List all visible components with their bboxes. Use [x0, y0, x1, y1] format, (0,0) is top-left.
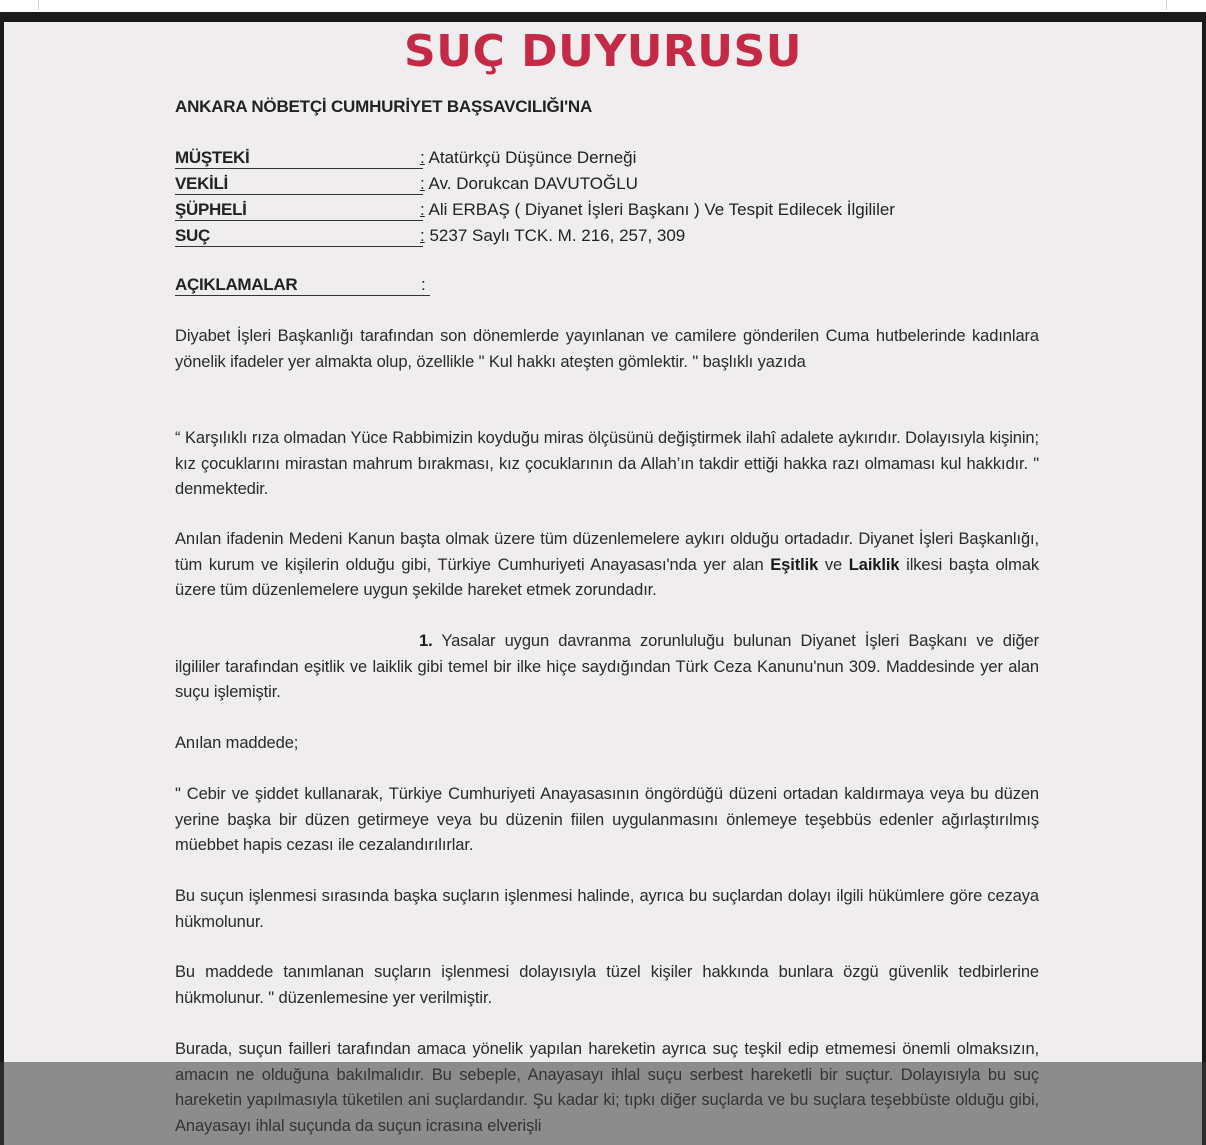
- bottom-shade-overlay: [0, 1062, 1206, 1145]
- paragraph-other-crimes: Bu suçun işlenmesi sırasında başka suçların işlenmesi halinde, ayrıca bu suçlardan dolayı ilgili hükümlere göre cezaya hükmolunur.: [175, 887, 1039, 931]
- party-label: ŞÜPHELİ: [175, 199, 423, 221]
- paragraph-article-quote: " Cebir ve şiddet kullanarak, Türkiye Cumhuriyeti Anayasasının öngördüğü düzeni ortadan kaldırmaya veya bu düzen yerine başka bir düzen getirmeye veya bu düzenin fiilen uygulanmasını önlemeye teşebbüs edenler ağırlaştırılmış müebbet hapis cezası ile cezalandırılırlar.: [175, 785, 1039, 854]
- addressee: ANKARA NÖBETÇİ CUMHURİYET BAŞSAVCILIĞI'NA: [175, 97, 593, 116]
- document-title: SUÇ DUYURUSU: [404, 26, 802, 77]
- page-edge-left: [38, 0, 39, 10]
- paragraph-principles: Anılan ifadenin Medeni Kanun başta olmak üzere tüm düzenlemelere aykırı olduğu ortadadır. Diyanet İşleri Başkanlığı, tüm kurum ve kişilerin olduğu gibi, Türkiye Cumhuriyeti Anayasası'nda yer alan Eşitlik ve Laiklik ilkesi başta olmak üzere tüm düzenlemelere uygun şekilde hareket etmek zorundadır.: [175, 530, 1039, 599]
- paragraph-numbered-1: 1. Yasalar uygun davranma zorunluluğu bulunan Diyanet İşleri Başkanı ve diğer ilgililer tarafından eşitlik ve laiklik gibi temel bir ilke hiçe saydığından Türk Ceza Kanunu'nun 309. Maddesinde yer alan suçu işlemiştir.: [175, 632, 1039, 701]
- party-label: SUÇ: [175, 225, 423, 247]
- party-value: : Av. Dorukcan DAVUTOĞLU: [420, 174, 638, 193]
- document-page: [4, 22, 1202, 1145]
- party-value: : Ali ERBAŞ ( Diyanet İşleri Başkanı ) Ve Tespit Edilecek İlgililer: [420, 200, 895, 219]
- party-label: MÜŞTEKİ: [175, 147, 423, 169]
- party-row-suspect: [175, 199, 1055, 225]
- party-value: : Atatürkçü Düşünce Derneği: [420, 148, 637, 167]
- party-row-attorney: [175, 173, 1055, 199]
- party-row-crime: [175, 225, 1055, 251]
- paragraph-legal-entities: Bu maddede tanımlanan suçların işlenmesi dolayısıyla tüzel kişiler hakkında bunlara özgü güvenlik tedbirlerine hükmolunur. " düzenlemesine yer verilmiştir.: [175, 963, 1039, 1007]
- paragraph-quote: “ Karşılıklı rıza olmadan Yüce Rabbimizin koyduğu miras ölçüsünü değiştirmek ilahî adalete aykırıdır. Dolayısıyla kişinin; kız çocuklarını mirastan mahrum bırakması, kız çocuklarının da Allah’ın takdir ettiği hakka razı olmaması kul hakkıdır. " denmektedir.: [175, 429, 1039, 498]
- explanations-heading: AÇIKLAMALAR :: [175, 274, 430, 296]
- party-label: VEKİLİ: [175, 173, 423, 195]
- party-value: : 5237 Saylı TCK. M. 216, 257, 309: [420, 226, 686, 245]
- paragraph-article-intro: Anılan maddede;: [175, 734, 299, 752]
- party-row-complainant: [175, 147, 1055, 173]
- paragraph-intro: Diyabet İşleri Başkanlığı tarafından son dönemlerde yayınlanan ve camilere gönderilen Cuma hutbelerinde kadınlara yönelik ifadeler yer almakta olup, özellikle " Kul hakkı ateşten gömlektir. " başlıklı yazıda: [175, 327, 1039, 371]
- page-edge-right: [1166, 0, 1167, 10]
- paragraph-analysis: Burada, suçun failleri tarafından amaca yönelik yapılan hareketin ayrıca suç teşkil edip etmemesi önemli olmaksızın,: [175, 1040, 1039, 1058]
